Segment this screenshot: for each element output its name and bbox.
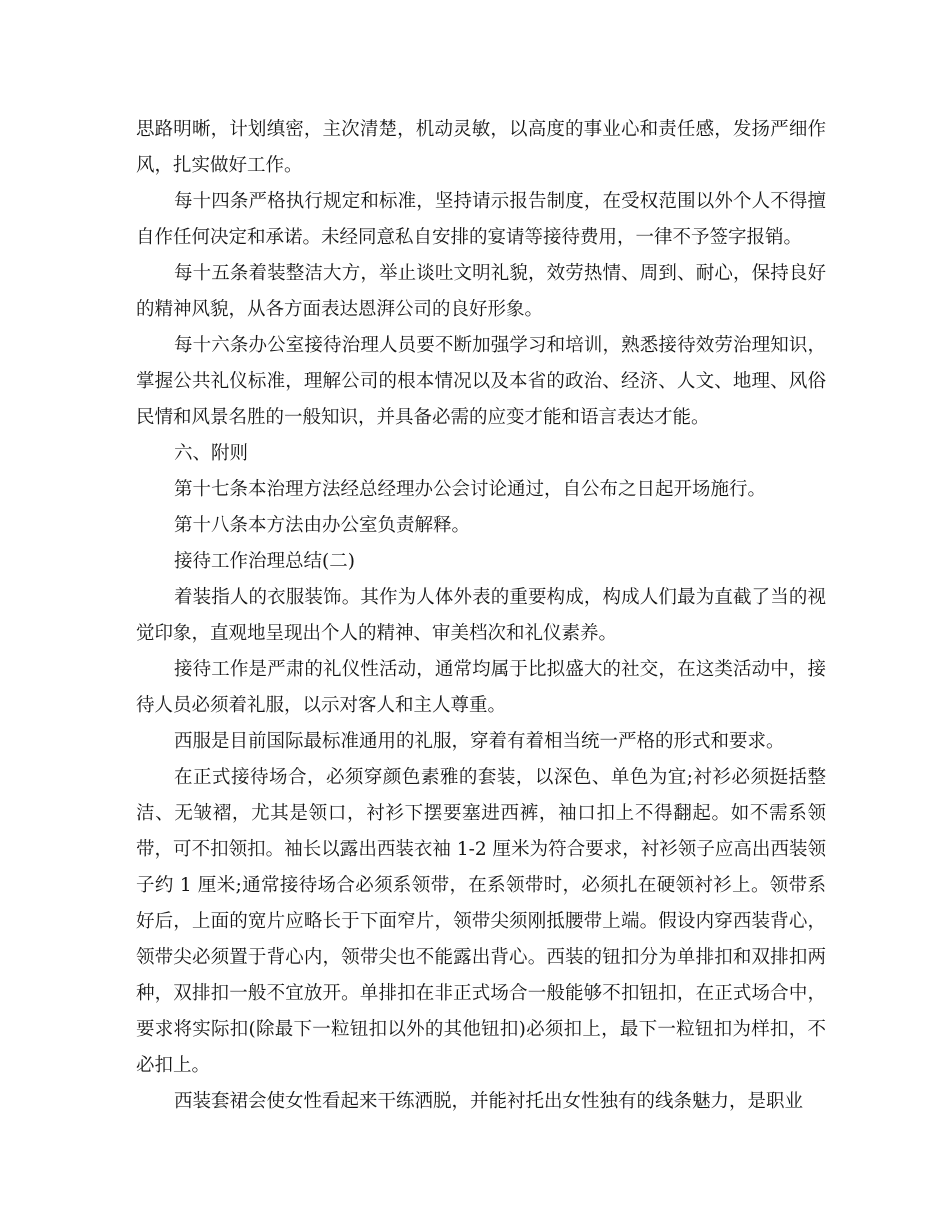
paragraph-skirt-suit: 西装套裙会使女性看起来干练洒脱，并能衬托出女性独有的线条魅力，是职业 [174,1091,804,1112]
section-heading-summary-2: 接待工作治理总结(二) [174,551,355,572]
paragraph-suit-standard: 西服是目前国际最标准通用的礼服，穿着有着相当统一严格的形式和要求。 [174,731,785,752]
paragraph-article-15: 每十五条着装整洁大方，举止谈吐文明礼貌，效劳热情、周到、耐心，保持良好的精神风貌，从各方面表达恩湃公司的良好形象。 [136,263,826,320]
paragraph-article-14: 每十四条严格执行规定和标准，坚持请示报告制度，在受权范围以外个人不得擅自作任何决定和承诺。未经同意私自安排的宴请等接待费用，一律不予签字报销。 [136,191,826,248]
section-heading-appendix: 六、附则 [174,443,249,464]
paragraph-article-17: 第十七条本治理方法经总经理办公会讨论通过，自公布之日起开场施行。 [174,479,767,500]
document-body [136,112,826,1120]
paragraph-attire-definition: 着装指人的衣服装饰。其作为人体外表的重要构成，构成人们最为直截了当的视觉印象，直观地呈现出个人的精神、审美档次和礼仪素养。 [136,587,826,644]
paragraph-continuation: 思路明晰，计划缜密，主次清楚，机动灵敏，以高度的事业心和责任感，发扬严细作风，扎实做好工作。 [136,119,826,176]
paragraph-formal-dress: 接待工作是严肃的礼仪性活动，通常均属于比拟盛大的社交，在这类活动中，接待人员必须着礼服，以示对客人和主人尊重。 [136,659,826,716]
paragraph-suit-details: 在正式接待场合，必须穿颜色素雅的套装，以深色、单色为宜;衬衫必须挺括整洁、无皱褶，尤其是领口，衬衫下摆要塞进西裤，袖口扣上不得翻起。如不需系领带，可不扣领扣。袖长以露出西装衣袖 1-2 厘米为符合要求，衬衫领子应高出西装领子约 1 厘米;通常接待场合必须系领带，在系领带时，必须扎在硬领衬衫上。领带系好后，上面的宽片应略长于下面窄片，领带尖须刚抵腰带上端。假设内穿西装背心，领带尖必须置于背心内，领带尖也不能露出背心。西装的钮扣分为单排扣和双排扣两种，双排扣一般不宜放开。单排扣在非正式场合一般能够不扣钮扣，在正式场合中，要求将实际扣(除最下一粒钮扣以外的其他钮扣)必须扣上，最下一粒钮扣为样扣，不必扣上。 [136,767,826,1076]
paragraph-article-18: 第十八条本方法由办公室负责解释。 [174,515,471,536]
paragraph-article-16: 每十六条办公室接待治理人员要不断加强学习和培训，熟悉接待效劳治理知识，掌握公共礼仪标准，理解公司的根本情况以及本省的政治、经济、人文、地理、风俗民情和风景名胜的一般知识，并具备必需的应变才能和语言表达才能。 [136,335,826,428]
